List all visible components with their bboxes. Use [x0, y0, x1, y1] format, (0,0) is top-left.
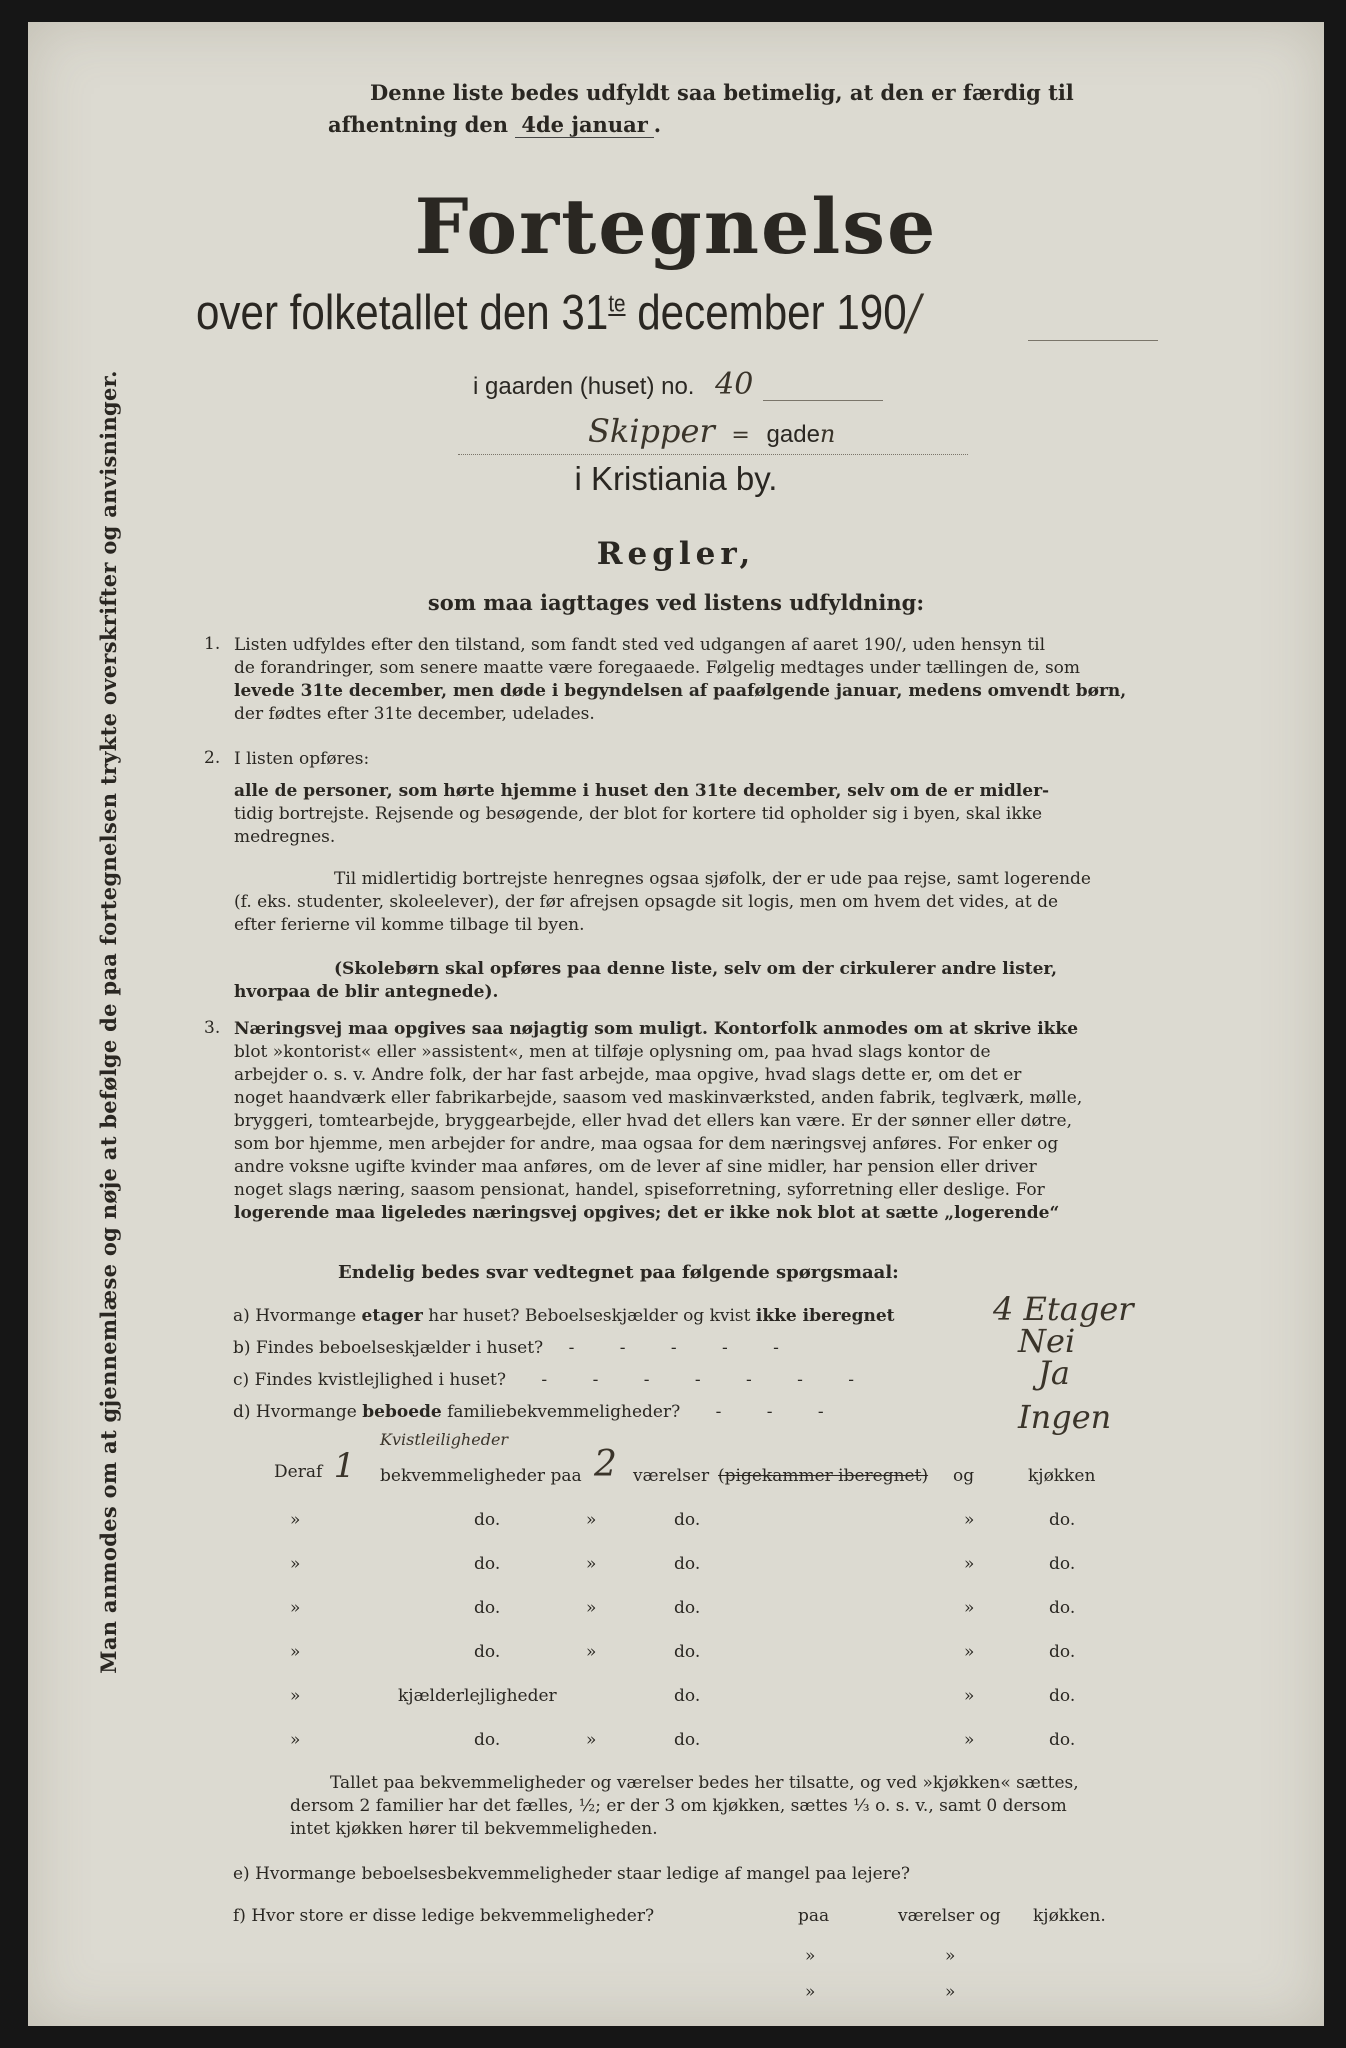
- rule-1-line: levede 31te december, men døde i begyndelsen af paafølgende januar, medens omvendt børn,: [234, 681, 1127, 701]
- street-dash: =: [731, 423, 750, 448]
- year-handwritten: /: [906, 284, 921, 341]
- rule-3-line: Næringsvej maa opgives saa nøjagtig som muligt. Kontorfolk anmodes om at skrive ikke: [234, 1019, 1079, 1039]
- tallet-note: [290, 1772, 1180, 1841]
- rules-heading: Regler,: [596, 536, 756, 572]
- rule-2b-line: (f. eks. studenter, skoleelever), der før afrejsen opsagde sit logis, men om hvem det vides, at de: [234, 892, 1059, 912]
- ditto-do: do.: [1049, 1730, 1076, 1750]
- f-ditto-row: [233, 1946, 1133, 1970]
- subtitle-sup: te: [608, 290, 626, 318]
- question-e-text: Hvormange beboelsesbekvemmeligheder staar ledige af mangel paa lejere?: [255, 1864, 910, 1884]
- rule-1-number: 1.: [204, 634, 221, 654]
- rule-2b-line: Til midlertidig bortrejste henregnes ogsaa sjøfolk, der er ude paa rejse, samt logerende: [334, 869, 1091, 889]
- ditto-mark: »: [290, 1598, 301, 1618]
- question-f-paa: paa: [798, 1906, 830, 1926]
- ditto-mark: »: [290, 1642, 301, 1662]
- answer-b: Nei: [1018, 1322, 1076, 1360]
- gaarden-number: 40: [715, 367, 754, 402]
- pigekammer-note: (pigekammer iberegnet): [718, 1466, 929, 1486]
- rule-2-line: medregnes.: [234, 827, 336, 847]
- ditto-mark: »: [964, 1642, 975, 1662]
- ditto-mark: »: [290, 1686, 301, 1706]
- ditto-do: do.: [474, 1642, 501, 1662]
- ditto-do: do.: [674, 1642, 701, 1662]
- ditto-do: do.: [674, 1554, 701, 1574]
- subtitle-pre: over folketallet den 31: [196, 286, 609, 340]
- ditto-do: do.: [474, 1554, 501, 1574]
- city-line: i Kristiania by.: [574, 460, 778, 497]
- kjaelder-label: kjælderlejligheder: [398, 1686, 557, 1706]
- rule-3-line: noget slags næring, saasom pensionat, handel, spiseforretning, syforretning eller deslige. For: [234, 1180, 1045, 1200]
- question-f-label: f): [233, 1906, 246, 1926]
- question-f-kjokken: kjøkken.: [1033, 1906, 1106, 1926]
- question-e-label: e): [233, 1864, 250, 1884]
- question-d: [233, 1402, 844, 1422]
- tallet-line: intet kjøkken hører til bekvemmeligheden.: [290, 1819, 658, 1839]
- answer-d: Ingen: [1018, 1398, 1112, 1436]
- rule-1-line: der fødtes efter 31te december, udelades.: [234, 704, 595, 724]
- notice-date: 4de januar: [515, 112, 653, 138]
- ditto-do: do.: [474, 1730, 501, 1750]
- ditto-do: do.: [474, 1598, 501, 1618]
- kjokken-header: kjøkken: [1028, 1466, 1096, 1486]
- rule-3-text: [234, 1018, 1184, 1225]
- ditto-do: do.: [474, 1510, 501, 1530]
- ditto-mark: »: [290, 1730, 301, 1750]
- ditto-row: [274, 1642, 1174, 1666]
- side-instruction: Man anmodes om at gjennemlæse og nøje at befølge de paa fortegnelsen trykte overskrifter og anvisninger.: [96, 370, 121, 1674]
- street-line: [588, 412, 835, 450]
- ditto-mark: »: [964, 1730, 975, 1750]
- question-d-text-post: familiebekvemmeligheder?: [447, 1402, 681, 1422]
- question-d-label: d): [233, 1402, 251, 1422]
- notice-line-1: Denne liste bedes udfyldt saa betimelig, at den er færdig til: [370, 80, 1074, 105]
- ditto-mark: »: [945, 1982, 956, 2002]
- ditto-row-kjaelder: [274, 1686, 1174, 1710]
- notice-line-2-post: .: [653, 112, 662, 137]
- rule-3-line: blot »kontorist« eller »assistent«, men at tilføje oplysning om, paa hvad slags kontor de: [234, 1042, 991, 1062]
- ditto-do: do.: [674, 1598, 701, 1618]
- question-d-text: Hvormange: [255, 1402, 357, 1422]
- f-ditto-row: [233, 1982, 1133, 2006]
- subtitle-underline: [1028, 340, 1158, 341]
- rule-1-line: de forandringer, som senere maatte være foregaaede. Følgelig medtages under tællingen de, som: [234, 658, 1081, 678]
- question-b-text: Findes beboelseskjælder i huset?: [255, 1338, 544, 1358]
- rule-2c-line: hvorpaa de blir antegnede).: [234, 982, 499, 1002]
- rule-2b-text: [234, 868, 1184, 937]
- rooms-count: 2: [594, 1444, 617, 1485]
- ditto-row: [274, 1510, 1174, 1534]
- question-a-label: a): [233, 1306, 250, 1326]
- answer-a: 4 Etager: [993, 1290, 1134, 1328]
- question-f: [233, 1906, 1183, 1926]
- deraf-count: 1: [333, 1446, 356, 1486]
- question-f-vaerelser: værelser og: [898, 1906, 1001, 1926]
- street-name: Skipper: [588, 412, 715, 450]
- ditto-do: do.: [674, 1730, 701, 1750]
- ditto-row: [274, 1554, 1174, 1578]
- question-b-label: b): [233, 1338, 251, 1358]
- subtitle-post: december 190: [637, 286, 907, 340]
- ditto-mark: »: [805, 1982, 816, 2002]
- form-title: Fortegnelse: [414, 182, 938, 271]
- ditto-mark: »: [290, 1554, 301, 1574]
- gaarden-label: i gaarden (huset) no.: [473, 373, 695, 400]
- ditto-mark: »: [805, 1946, 816, 1966]
- vaerelser-label: værelser: [633, 1466, 710, 1486]
- rule-1-text: [234, 634, 1184, 726]
- question-a-bold2: ikke iberegnet: [755, 1306, 895, 1326]
- question-a-text-post: har huset? Beboelseskjælder og kvist: [428, 1306, 751, 1326]
- questions-intro: Endelig bedes svar vedtegnet paa følgende spørgsmaal:: [338, 1262, 899, 1283]
- rule-2-number: 2.: [204, 748, 221, 768]
- answer-c: Ja: [1038, 1354, 1070, 1392]
- street-underline: [458, 454, 968, 455]
- question-d-bold: beboede: [362, 1402, 442, 1422]
- tallet-line: Tallet paa bekvemmeligheder og værelser bedes her tilsatte, og ved »kjøkken« sættes,: [330, 1773, 1079, 1793]
- notice-line-2: [328, 112, 661, 137]
- ditto-mark: »: [945, 1946, 956, 1966]
- ditto-mark: »: [964, 1686, 975, 1706]
- question-b: [233, 1338, 799, 1358]
- rule-3-line: bryggeri, tomtearbejde, bryggearbejde, eller hvad det ellers kan være. Er der sønner eller døtre,: [234, 1111, 1072, 1131]
- rule-2-intro: I listen opføres:: [234, 749, 370, 769]
- rule-3-line: logerende maa ligeledes næringsvej opgives; det er ikke nok blot at sætte „logerende“: [234, 1203, 1060, 1223]
- question-a-text: Hvormange: [255, 1306, 357, 1326]
- bekv-label: bekvemmeligheder paa: [380, 1466, 582, 1486]
- ditto-row: [274, 1730, 1174, 1754]
- question-a: [233, 1306, 895, 1326]
- rule-3-line: noget haandværk eller fabrikarbejde, saasom ved maskinværksted, anden fabrik, teglværk, mølle,: [234, 1088, 1083, 1108]
- rules-subheading: som maa iagttages ved listens udfyldning:: [427, 590, 925, 615]
- ditto-mark: »: [586, 1510, 597, 1530]
- rule-3-line: arbejder o. s. v. Andre folk, der har fast arbejde, maa opgive, hvad slags dette er, om det er: [234, 1065, 1022, 1085]
- rule-3-number: 3.: [204, 1018, 221, 1038]
- question-c-label: c): [233, 1370, 250, 1390]
- notice-line-2-pre: afhentning den: [328, 112, 509, 137]
- ditto-row: [274, 1598, 1174, 1622]
- gade-suffix: n: [819, 420, 836, 448]
- rule-2b-line: efter ferierne vil komme tilbage til byen.: [234, 915, 585, 935]
- rule-2-line: alle de personer, som hørte hjemme i huset den 31te december, selv om de er midler-: [234, 781, 1050, 801]
- ditto-do: do.: [1049, 1510, 1076, 1530]
- ditto-do: do.: [674, 1510, 701, 1530]
- question-f-text: Hvor store er disse ledige bekvemmeligheder?: [251, 1906, 655, 1926]
- gaarden-line: [473, 367, 753, 402]
- form-subtitle: [196, 284, 921, 341]
- question-a-bold: etager: [361, 1306, 423, 1326]
- rule-1-line: Listen udfyldes efter den tilstand, som fandt sted ved udgangen af aaret 190/, uden hensyn til: [234, 635, 1046, 655]
- ditto-mark: »: [964, 1510, 975, 1530]
- rule-3-line: andre voksne ugifte kvinder maa anføres, om de lever af sine midler, har pension eller driver: [234, 1157, 1037, 1177]
- ditto-do: do.: [674, 1686, 701, 1706]
- gade-label: gade: [766, 421, 820, 448]
- question-b-leader: - - - - -: [568, 1338, 799, 1358]
- rule-2c-line: (Skolebørn skal opføres paa denne liste, selv om der cirkulerer andre lister,: [334, 959, 1058, 979]
- ditto-mark: »: [586, 1554, 597, 1574]
- question-c: [233, 1370, 874, 1390]
- ditto-mark: »: [290, 1510, 301, 1530]
- ditto-do: do.: [1049, 1686, 1076, 1706]
- ditto-mark: »: [586, 1730, 597, 1750]
- question-c-leader: - - - - - - -: [541, 1370, 875, 1390]
- og-label: og: [953, 1466, 975, 1486]
- ditto-do: do.: [1049, 1598, 1076, 1618]
- rule-2-line: tidig bortrejste. Rejsende og besøgende, der blot for kortere tid opholder sig i byen, skal ikke: [234, 804, 1043, 824]
- ditto-mark: »: [586, 1598, 597, 1618]
- question-e: [233, 1864, 910, 1884]
- rule-2c-text: [234, 958, 1184, 1004]
- question-c-text: Findes kvistlejlighed i huset?: [254, 1370, 507, 1390]
- gaarden-underline: [763, 400, 883, 401]
- ditto-mark: »: [964, 1598, 975, 1618]
- deraf-hand-note: Kvistleiligheder: [380, 1430, 509, 1449]
- census-form-page: [28, 22, 1324, 2026]
- tallet-line: dersom 2 familier har det fælles, ½; er der 3 om kjøkken, sættes ⅓ o. s. v., samt 0 dersom: [290, 1796, 1067, 1816]
- ditto-mark: »: [586, 1642, 597, 1662]
- ditto-do: do.: [1049, 1554, 1076, 1574]
- question-d-leader: - - -: [715, 1402, 844, 1422]
- ditto-mark: »: [964, 1554, 975, 1574]
- ditto-do: do.: [1049, 1642, 1076, 1662]
- rule-3-line: som bor hjemme, men arbejder for andre, maa ogsaa for dem næringsvej anføres. For enker og: [234, 1134, 1059, 1154]
- rule-2-text: [234, 780, 1184, 849]
- deraf-label: Deraf: [274, 1462, 323, 1482]
